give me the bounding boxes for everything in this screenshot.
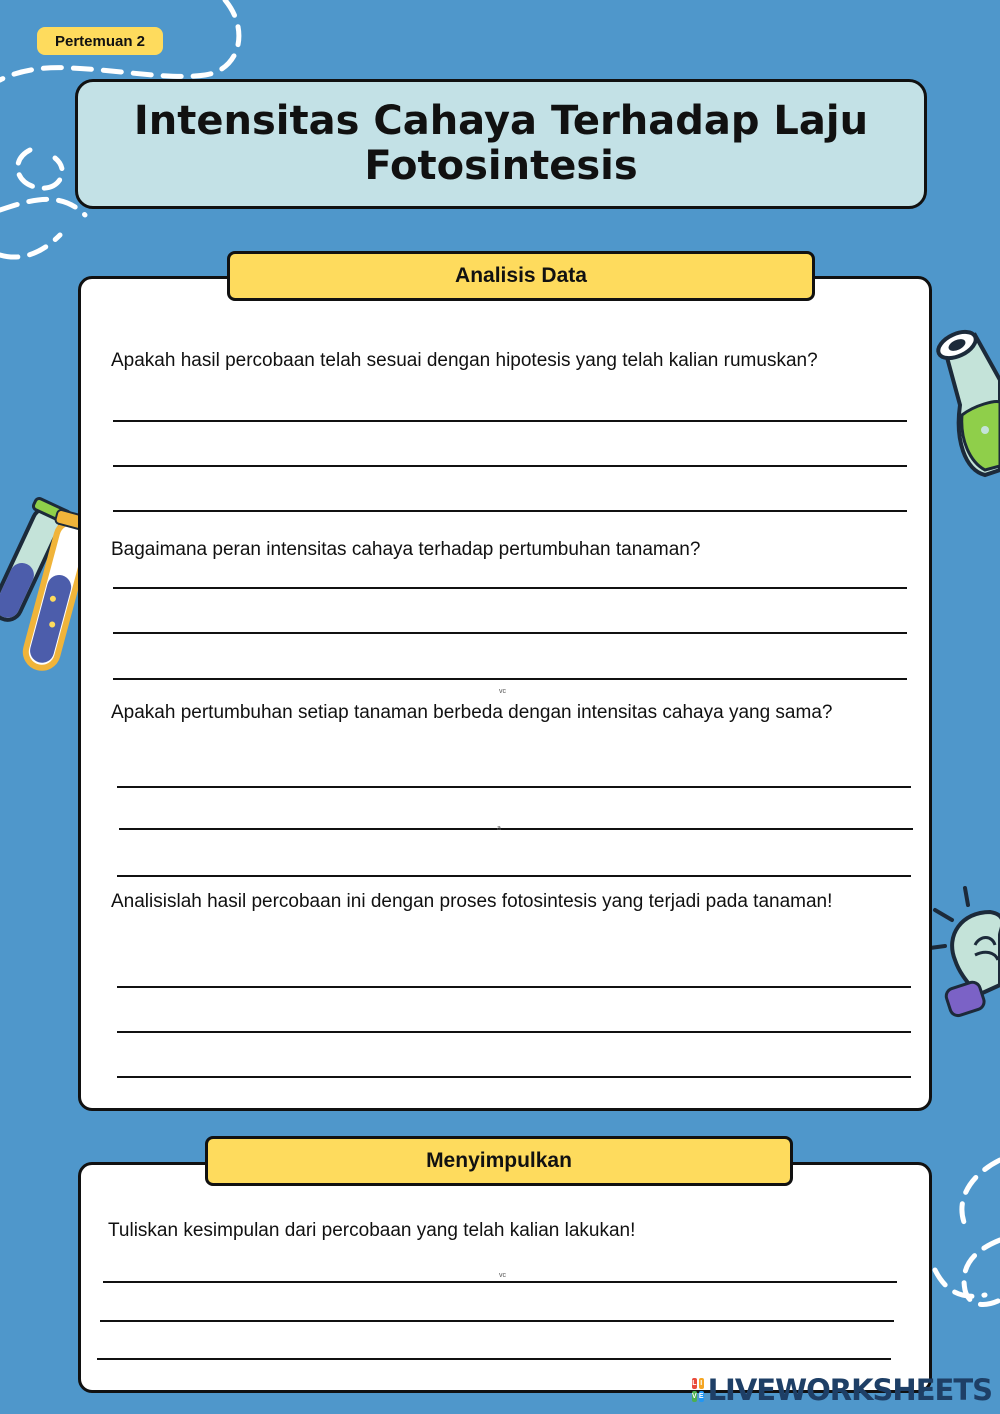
conclusion-question: Tuliskan kesimpulan dari percobaan yang telah kalian lakukan! xyxy=(108,1220,636,1241)
answer-line[interactable] xyxy=(103,1281,897,1283)
flask-icon xyxy=(934,327,1000,475)
dashed-swirl-icon xyxy=(935,1160,1000,1304)
answer-line[interactable] xyxy=(113,465,907,467)
answer-line[interactable] xyxy=(100,1320,894,1322)
liveworksheets-logo-icon: L I V E xyxy=(692,1380,704,1400)
answer-line[interactable] xyxy=(113,510,907,512)
liveworksheets-brand xyxy=(692,1372,992,1408)
question-3: Apakah pertumbuhan setiap tanaman berbeda dengan intensitas cahaya yang sama? xyxy=(111,702,833,723)
answer-line[interactable] xyxy=(113,587,907,589)
answer-line[interactable] xyxy=(117,786,911,788)
answer-line[interactable] xyxy=(117,1031,911,1033)
question-1: Apakah hasil percobaan telah sesuai dengan hipotesis yang telah kalian rumuskan? xyxy=(111,350,818,371)
question-2: Bagaimana peran intensitas cahaya terhadap pertumbuhan tanaman? xyxy=(111,539,701,560)
conclusion-heading: Menyimpulkan xyxy=(205,1136,793,1186)
small-mark: vc xyxy=(499,1272,506,1279)
answer-line[interactable] xyxy=(97,1358,891,1360)
title-box xyxy=(75,79,927,209)
meeting-badge: Pertemuan 2 xyxy=(37,27,163,55)
answer-line[interactable] xyxy=(117,875,911,877)
page-title: Intensitas Cahaya Terhadap Laju Fotosintesis xyxy=(133,98,869,189)
answer-line[interactable] xyxy=(117,1076,911,1078)
small-mark: a xyxy=(497,825,501,832)
lightbulb-icon xyxy=(930,888,1000,1018)
answer-line[interactable] xyxy=(113,420,907,422)
answer-line[interactable] xyxy=(117,986,911,988)
question-4: Analisislah hasil percobaan ini dengan proses fotosintesis yang terjadi pada tanaman! xyxy=(111,891,833,912)
small-mark: vc xyxy=(499,688,506,695)
answer-line[interactable] xyxy=(113,632,907,634)
answer-line[interactable] xyxy=(119,828,913,830)
answer-line[interactable] xyxy=(113,678,907,680)
brand-name: LIVEWORKSHEETS xyxy=(707,1373,992,1407)
analysis-heading: Analisis Data xyxy=(227,251,815,301)
